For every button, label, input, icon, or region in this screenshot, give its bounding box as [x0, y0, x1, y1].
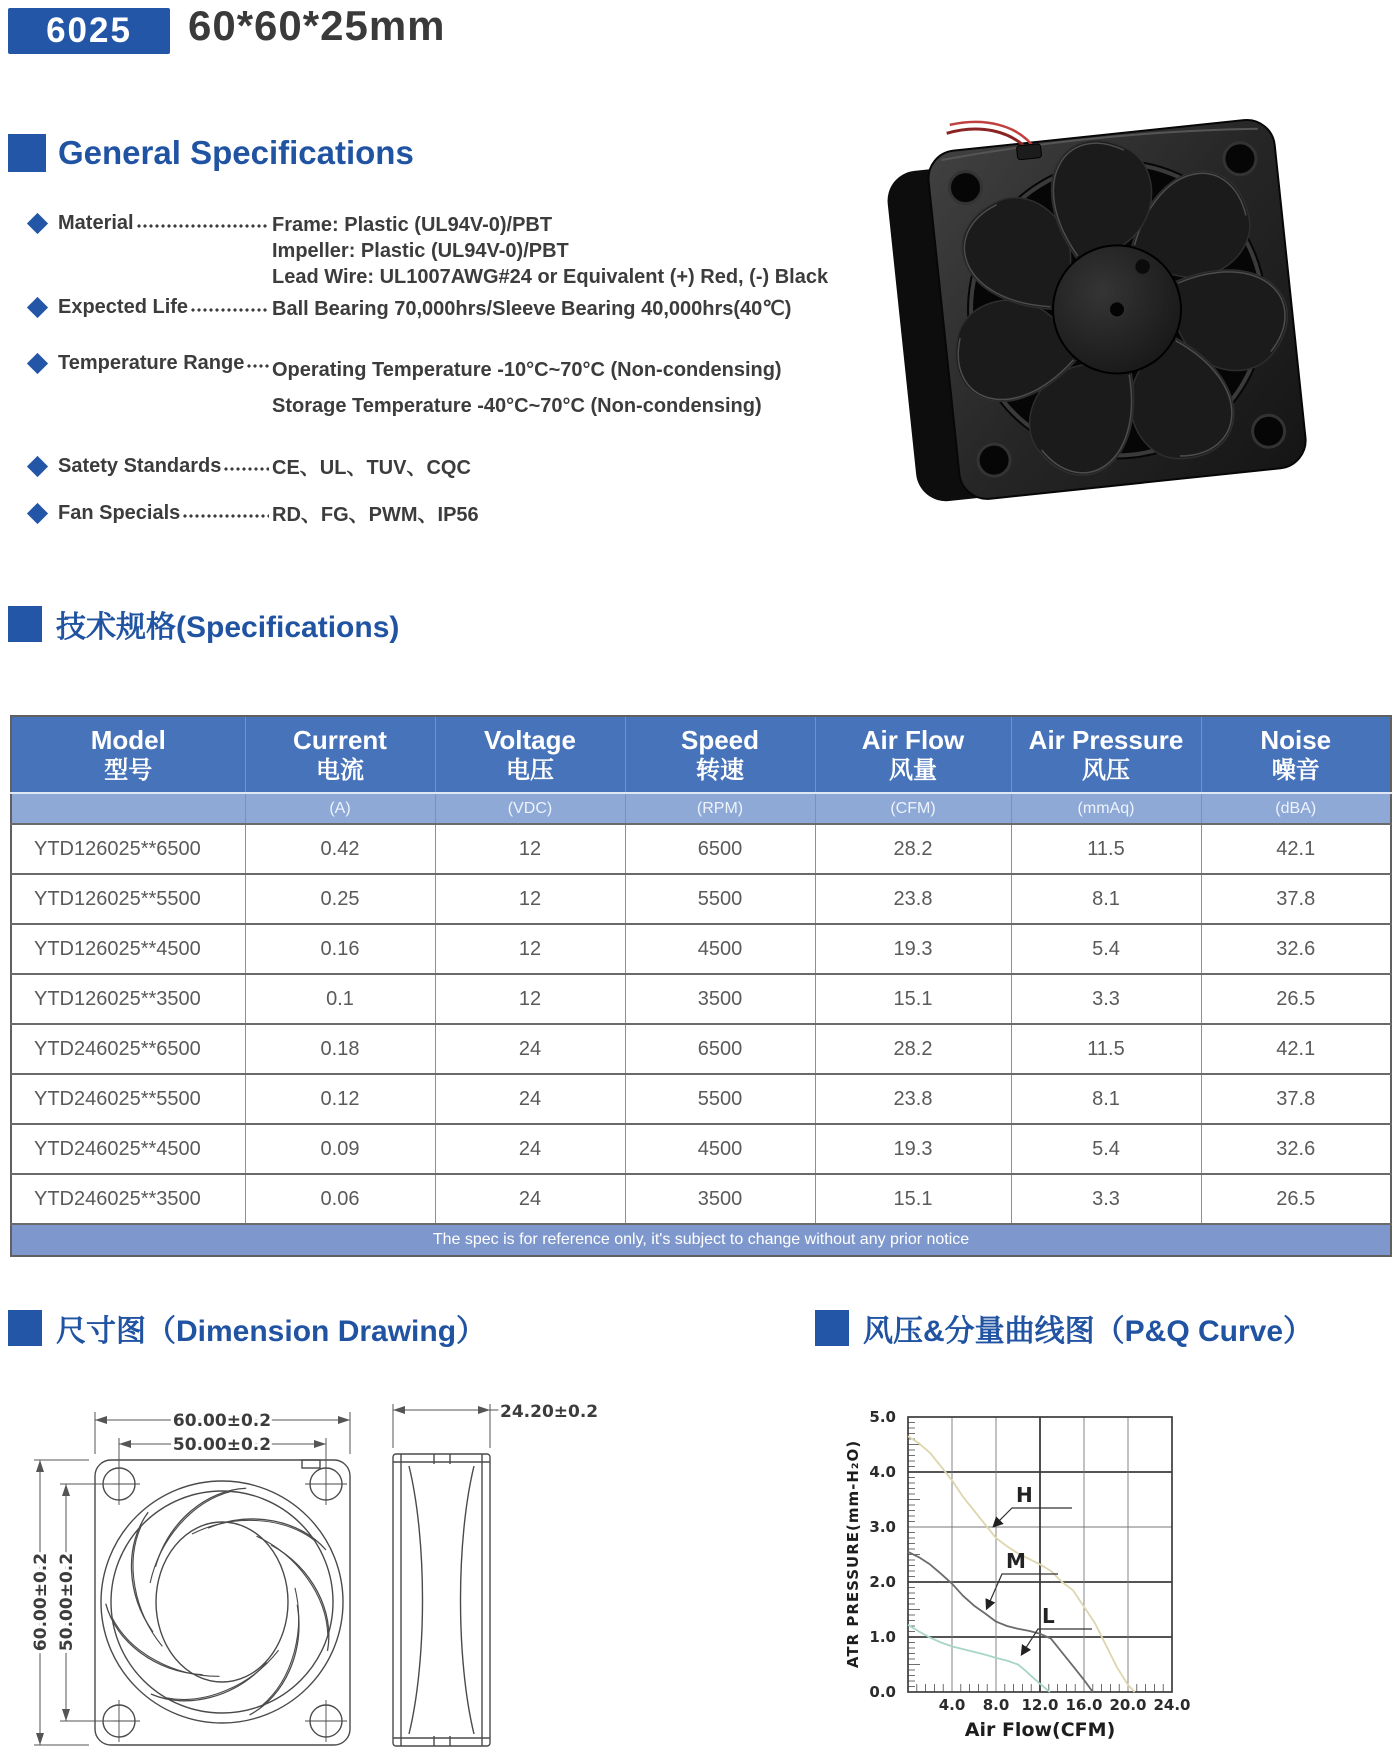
- general-spec-row: [30, 502, 842, 528]
- general-spec-row: [30, 455, 842, 481]
- general-spec-row: [30, 296, 842, 322]
- cell: 0.09: [245, 1124, 435, 1174]
- spec-label: Material: [58, 212, 134, 234]
- cell: 24: [435, 1074, 625, 1124]
- cell: 23.8: [815, 1074, 1011, 1124]
- unit-cell: (RPM): [625, 793, 815, 824]
- spec-label: Expected Life: [58, 296, 189, 318]
- cell: 0.25: [245, 874, 435, 924]
- spec-label: Fan Specials: [58, 502, 181, 524]
- cell: 32.6: [1201, 924, 1391, 974]
- cell: 42.1: [1201, 824, 1391, 874]
- cell: 8.1: [1011, 1074, 1201, 1124]
- cell: 19.3: [815, 1124, 1011, 1174]
- cell: 4500: [625, 1124, 815, 1174]
- spec-table: [10, 715, 1392, 1257]
- cell: 12: [435, 824, 625, 874]
- cell: 24: [435, 1174, 625, 1224]
- cell: 12: [435, 924, 625, 974]
- section-marker-icon: [8, 606, 42, 642]
- pq-curve-chart: [740, 1390, 1400, 1752]
- cell: YTD246025**5500: [11, 1074, 245, 1124]
- cell: 8.1: [1011, 874, 1201, 924]
- svg-text:3.0: 3.0: [869, 1518, 896, 1536]
- table-header-row: [11, 716, 1391, 793]
- svg-text:H: H: [1016, 1483, 1033, 1507]
- pq-heading: [815, 1306, 1313, 1350]
- cell: 11.5: [1011, 1024, 1201, 1074]
- svg-text:L: L: [1042, 1604, 1055, 1628]
- cell: 12: [435, 974, 625, 1024]
- svg-text:8.0: 8.0: [982, 1696, 1010, 1714]
- cell: 0.1: [245, 974, 435, 1024]
- y-axis-title: ATR PRESSURE(mm-H₂O): [844, 1439, 862, 1669]
- spec-value: Operating Temperature -10°C~70°C (Non-condensing) Storage Temperature -40°C~70°C (Non-condensing): [272, 359, 782, 417]
- x-axis-title: Air Flow(CFM): [964, 1719, 1116, 1741]
- dot-leader: [191, 299, 269, 315]
- table-row: [11, 874, 1391, 924]
- cell: 37.8: [1201, 874, 1391, 924]
- column-header: Voltage 电压: [435, 716, 625, 793]
- table-units-row: [11, 793, 1391, 824]
- column-header: Air Flow 风量: [815, 716, 1011, 793]
- table-row: [11, 824, 1391, 874]
- cell: 0.12: [245, 1074, 435, 1124]
- dim-hole-pitch-v-label: 50.00±0.2: [57, 1552, 77, 1652]
- svg-text:4.0: 4.0: [938, 1696, 966, 1714]
- table-note: The spec is for reference only, it's subject to change without any prior notice: [11, 1224, 1391, 1256]
- column-header: Noise 噪音: [1201, 716, 1391, 793]
- dot-leader: [137, 215, 269, 231]
- diamond-bullet-icon: [27, 456, 48, 477]
- side-view: [393, 1454, 490, 1746]
- size-title: 60*60*25mm: [188, 2, 446, 49]
- cell: 0.42: [245, 824, 435, 874]
- svg-text:20.0: 20.0: [1109, 1696, 1147, 1714]
- dimension-title: 尺寸图（Dimension Drawing）: [56, 1315, 487, 1348]
- spec-table-title: 技术规格(Specifications): [56, 611, 400, 644]
- chart-grid: [908, 1417, 1172, 1692]
- svg-text:12.0: 12.0: [1021, 1696, 1059, 1714]
- dimension-heading: [8, 1306, 486, 1350]
- cell: YTD246025**6500: [11, 1024, 245, 1074]
- cell: 15.1: [815, 974, 1011, 1024]
- curve-label-M: [987, 1549, 1058, 1608]
- front-view-holes: [98, 1463, 347, 1742]
- cell: 5.4: [1011, 924, 1201, 974]
- diamond-bullet-icon: [27, 213, 48, 234]
- diamond-bullet-icon: [27, 503, 48, 524]
- unit-cell: (dBA): [1201, 793, 1391, 824]
- wire-connector: [1016, 144, 1041, 160]
- cell: YTD126025**6500: [11, 824, 245, 874]
- cell: YTD246025**3500: [11, 1174, 245, 1224]
- cell: 37.8: [1201, 1074, 1391, 1124]
- cell: 3.3: [1011, 974, 1201, 1024]
- spec-value: Ball Bearing 70,000hrs/Sleeve Bearing 40,000hrs(40℃): [272, 298, 792, 320]
- cell: YTD126025**5500: [11, 874, 245, 924]
- cell: 15.1: [815, 1174, 1011, 1224]
- cell: 26.5: [1201, 1174, 1391, 1224]
- front-view-frame: [95, 1460, 350, 1745]
- curve-label-H: [994, 1483, 1072, 1526]
- cell: 11.5: [1011, 824, 1201, 874]
- svg-text:5.0: 5.0: [869, 1408, 896, 1426]
- cell: 4500: [625, 924, 815, 974]
- table-row: [11, 924, 1391, 974]
- mounting-hole-icon: [1251, 414, 1286, 449]
- cell: YTD246025**4500: [11, 1124, 245, 1174]
- cell: YTD126025**3500: [11, 974, 245, 1024]
- chart-axis-labels: [869, 1408, 1190, 1714]
- cell: 6500: [625, 824, 815, 874]
- cell: 6500: [625, 1024, 815, 1074]
- section-marker-icon: [8, 134, 46, 172]
- dot-leader: [183, 505, 269, 521]
- svg-text:2.0: 2.0: [869, 1573, 896, 1591]
- cell: 0.06: [245, 1174, 435, 1224]
- cell: 5500: [625, 874, 815, 924]
- cell: 3.3: [1011, 1174, 1201, 1224]
- cell: YTD126025**4500: [11, 924, 245, 974]
- cell: 5.4: [1011, 1124, 1201, 1174]
- dim-depth-label: 24.20±0.2: [500, 1402, 599, 1422]
- unit-cell: (CFM): [815, 793, 1011, 824]
- unit-cell: (VDC): [435, 793, 625, 824]
- pq-title: 风压&分量曲线图（P&Q Curve）: [863, 1315, 1314, 1348]
- svg-text:1.0: 1.0: [869, 1628, 896, 1646]
- unit-cell: (mmAq): [1011, 793, 1201, 824]
- cell: 3500: [625, 974, 815, 1024]
- cell: 0.18: [245, 1024, 435, 1074]
- diamond-bullet-icon: [27, 353, 48, 374]
- cell: 26.5: [1201, 974, 1391, 1024]
- dot-leader: [224, 458, 269, 474]
- diamond-bullet-icon: [27, 297, 48, 318]
- table-row: [11, 1074, 1391, 1124]
- unit-cell: [11, 793, 245, 824]
- cell: 0.16: [245, 924, 435, 974]
- cell: 42.1: [1201, 1024, 1391, 1074]
- general-specs-heading: [8, 134, 414, 172]
- table-row: [11, 974, 1391, 1024]
- spec-table-container: [10, 715, 1392, 1257]
- fan-product-photo: [848, 96, 1318, 511]
- column-header: Air Pressure 风压: [1011, 716, 1201, 793]
- cell: 32.6: [1201, 1124, 1391, 1174]
- mounting-hole-icon: [948, 170, 983, 205]
- svg-text:24.0: 24.0: [1153, 1696, 1191, 1714]
- section-marker-icon: [815, 1310, 849, 1346]
- general-spec-row: [30, 352, 842, 424]
- dot-leader: [247, 355, 269, 371]
- cell: 28.2: [815, 1024, 1011, 1074]
- cell: 12: [435, 874, 625, 924]
- model-badge-text: 6025: [46, 11, 132, 50]
- dimension-drawing: [10, 1390, 710, 1752]
- spec-value: Frame: Plastic (UL94V-0)/PBT Impeller: Plastic (UL94V-0)/PBT Lead Wire: UL1007AWG#24 or Equivalent (+) Red, (-) Black: [272, 214, 829, 288]
- table-row: [11, 1124, 1391, 1174]
- dim-width-label: 60.00±0.2: [172, 1411, 272, 1431]
- general-spec-row: [30, 212, 842, 290]
- column-header: Current 电流: [245, 716, 435, 793]
- cell: 19.3: [815, 924, 1011, 974]
- table-note-row: [11, 1224, 1391, 1256]
- column-header: Speed 转速: [625, 716, 815, 793]
- svg-text:0.0: 0.0: [869, 1683, 896, 1701]
- table-row: [11, 1174, 1391, 1224]
- mounting-hole-icon: [977, 443, 1012, 478]
- unit-cell: (A): [245, 793, 435, 824]
- spec-label: Satety Standards: [58, 455, 222, 477]
- dim-hole-pitch-label: 50.00±0.2: [172, 1435, 272, 1455]
- dim-height-label: 60.00±0.2: [31, 1552, 51, 1652]
- model-badge: [8, 8, 170, 54]
- spec-value: CE、UL、TUV、CQC: [272, 457, 471, 479]
- section-marker-icon: [8, 1310, 42, 1346]
- cell: 5500: [625, 1074, 815, 1124]
- cell: 24: [435, 1124, 625, 1174]
- cell: 23.8: [815, 874, 1011, 924]
- svg-text:16.0: 16.0: [1065, 1696, 1103, 1714]
- column-header: Model 型号: [11, 716, 245, 793]
- general-specs-title: General Specifications: [58, 134, 414, 171]
- mounting-hole-icon: [1222, 141, 1257, 176]
- cell: 24: [435, 1024, 625, 1074]
- cell: 3500: [625, 1174, 815, 1224]
- spec-label: Temperature Range: [58, 352, 245, 374]
- svg-text:M: M: [1006, 1549, 1026, 1573]
- spec-value: RD、FG、PWM、IP56: [272, 504, 479, 526]
- spec-table-heading: [8, 602, 399, 646]
- table-row: [11, 1024, 1391, 1074]
- svg-text:4.0: 4.0: [869, 1463, 896, 1481]
- cell: 28.2: [815, 824, 1011, 874]
